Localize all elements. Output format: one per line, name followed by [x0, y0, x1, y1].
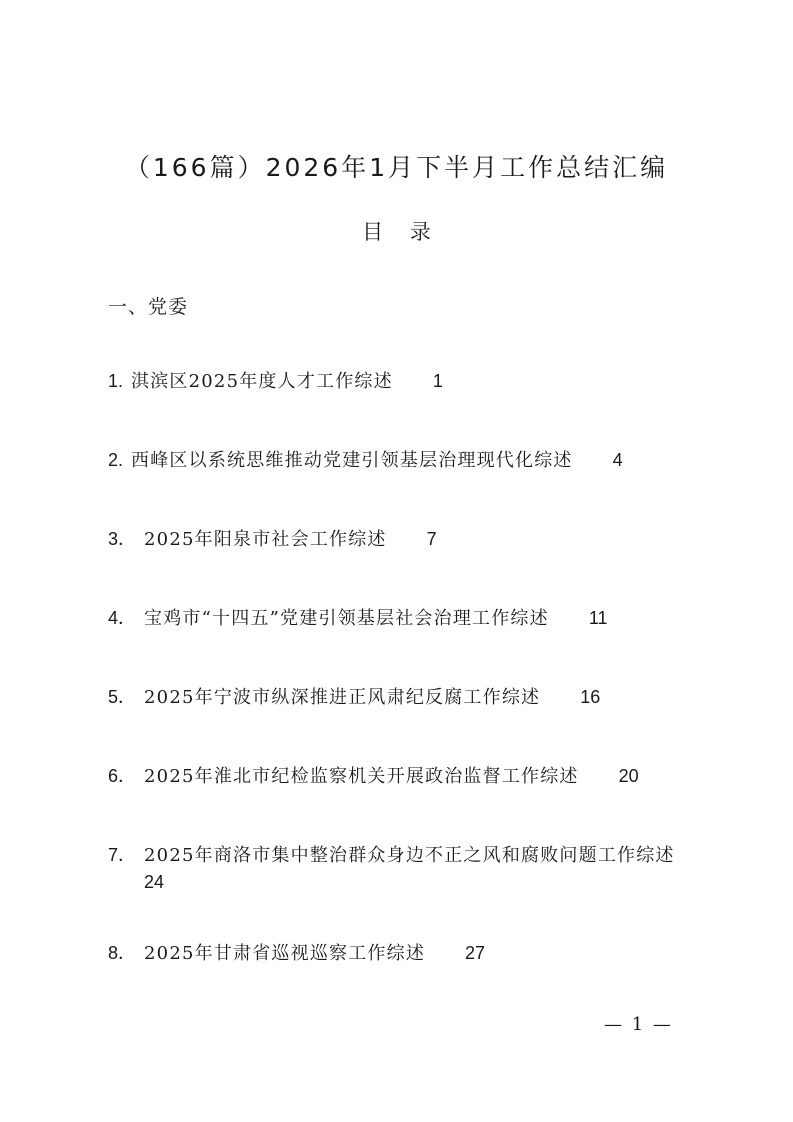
toc-entry-number: 6．	[108, 766, 137, 786]
toc-entry[interactable]	[108, 842, 708, 896]
toc-entry-title: 2025年淮北市纪检监察机关开展政治监督工作综述	[144, 766, 579, 787]
toc-entry-number: 7．	[108, 845, 137, 865]
toc-entry-title: 淇滨区2025年度人才工作综述	[131, 371, 393, 392]
toc-entry-page: 1	[432, 371, 443, 391]
page-number-footer: — 1 —	[604, 1014, 673, 1035]
toc-entry-number: 3．	[108, 529, 137, 549]
toc-entry[interactable]	[108, 940, 708, 967]
toc-entry[interactable]	[108, 447, 708, 474]
toc-entry[interactable]	[108, 763, 708, 790]
toc-entry[interactable]	[108, 684, 708, 711]
toc-entry-page: 24	[144, 872, 165, 892]
toc-entry-title: 2025年商洛市集中整治群众身边不正之风和腐败问题工作综述	[144, 845, 675, 866]
toc-entry-title: 西峰区以系统思维推动党建引领基层治理现代化综述	[131, 450, 573, 471]
toc-entry-number: 4．	[108, 608, 137, 628]
toc-entry-number: 8．	[108, 943, 137, 963]
toc-entry-page: 16	[580, 687, 601, 707]
toc-entry[interactable]	[108, 368, 708, 395]
toc-entry-title: 2025年阳泉市社会工作综述	[144, 529, 387, 550]
toc-entry-title: 2025年宁波市纵深推进正风肃纪反腐工作综述	[144, 687, 541, 708]
toc-list	[108, 368, 708, 1019]
toc-entry-page: 20	[618, 766, 639, 786]
toc-entry-page: 11	[588, 608, 608, 628]
section-heading: 一、党委	[108, 296, 189, 318]
toc-entry-page: 4	[612, 450, 623, 470]
toc-entry-title: 2025年甘肃省巡视巡察工作综述	[144, 943, 426, 964]
toc-entry-page: 27	[465, 943, 486, 963]
toc-entry-title: 宝鸡市“十四五”党建引领基层社会治理工作综述	[144, 608, 549, 629]
toc-entry-number: 2.	[108, 450, 124, 470]
page-title: （166篇）2026年1月下半月工作总结汇编	[124, 153, 669, 182]
toc-entry-page: 7	[426, 529, 437, 549]
toc-heading: 目 录	[362, 220, 441, 244]
toc-entry[interactable]	[108, 605, 708, 632]
toc-entry[interactable]	[108, 526, 708, 553]
toc-entry-number: 1.	[108, 371, 124, 391]
toc-entry-number: 5．	[108, 687, 137, 707]
